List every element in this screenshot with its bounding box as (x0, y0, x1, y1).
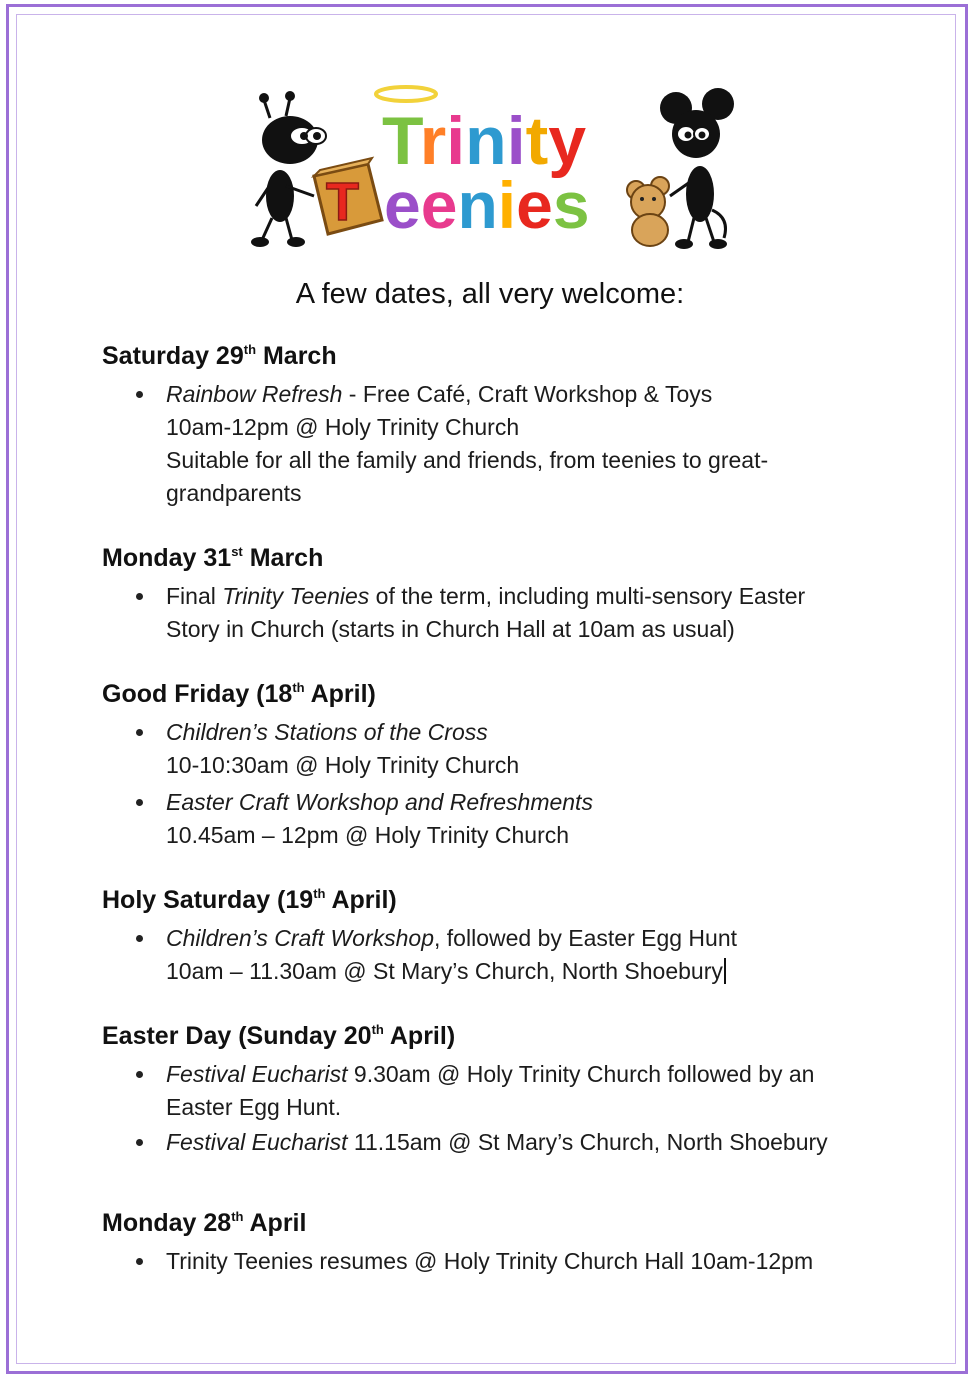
date-text: Monday 28 (102, 1209, 232, 1237)
event-section (102, 882, 902, 988)
event-items (102, 378, 902, 510)
logo-letter: i (506, 103, 526, 179)
event-detail-line: Story in Church (starts in Church Hall at 10am as usual) (166, 616, 735, 642)
event-name: Festival Eucharist (166, 1061, 348, 1087)
event-section (102, 1018, 902, 1159)
trinity-teenies-logo (250, 78, 740, 253)
list-item (166, 580, 902, 646)
event-date-heading (102, 1205, 902, 1241)
event-name: Festival Eucharist (166, 1129, 348, 1155)
event-section (102, 1205, 902, 1278)
logo-letter: e (384, 168, 421, 242)
date-ordinal: th (231, 1209, 244, 1224)
event-name: Rainbow Refresh (166, 381, 343, 407)
teddy-bear-icon (627, 177, 669, 246)
event-detail-line: grandparents (166, 480, 302, 506)
date-text: Good Friday (18 (102, 680, 293, 708)
event-title-line (166, 716, 902, 749)
event-title-line: Children’s Craft Workshop, followed by Easter Egg Hunt (166, 925, 738, 951)
text-cursor (724, 958, 726, 984)
halo-icon (376, 87, 436, 101)
logo-letter: y (548, 103, 587, 179)
event-title-line: Festival Eucharist 9.30am @ Holy Trinity Church followed by an (166, 1061, 815, 1087)
logo-letter: s (552, 168, 590, 242)
event-title-line (166, 786, 902, 819)
logo-letter: i (446, 103, 466, 179)
list-item (166, 716, 902, 782)
event-section (102, 676, 902, 852)
date-ordinal: th (292, 680, 305, 695)
date-suffix: April) (304, 680, 376, 708)
list-item (166, 1058, 902, 1124)
date-ordinal: th (313, 886, 326, 901)
date-text: Saturday 29 (102, 342, 244, 370)
event-title-line: Trinity Teenies resumes @ Holy Trinity Church Hall 10am-12pm (166, 1248, 814, 1274)
event-detail-line: 10-10:30am @ Holy Trinity Church (166, 752, 520, 778)
logo-letter: t (525, 103, 549, 179)
date-ordinal: th (243, 342, 257, 357)
logo-letter: e (516, 168, 553, 242)
event-date-heading (102, 338, 902, 374)
list-item (166, 1126, 902, 1159)
date-suffix: March (256, 342, 337, 370)
list-item (166, 786, 902, 852)
date-text: Easter Day (Sunday 20 (102, 1022, 372, 1050)
ant-character-left-icon (251, 91, 326, 247)
logo-letter: n (457, 168, 498, 242)
date-suffix: April) (325, 886, 397, 914)
event-list (102, 338, 902, 1280)
logo-word-teenies (384, 168, 590, 242)
event-name: Trinity Teenies (222, 583, 370, 609)
event-items (102, 716, 902, 852)
event-detail-line: 10am-12pm @ Holy Trinity Church (166, 414, 520, 440)
event-name: Children’s Stations of the Cross (166, 719, 488, 745)
event-section (102, 338, 902, 510)
event-detail-line: Easter Egg Hunt. (166, 1094, 342, 1120)
event-section (102, 540, 902, 646)
event-items (102, 922, 902, 988)
date-ordinal: st (231, 544, 243, 559)
logo-letter: r (419, 103, 447, 179)
event-name: Easter Craft Workshop and Refreshments (166, 789, 593, 815)
svg-text:eenies (384, 168, 590, 242)
logo-letter: T (382, 103, 420, 179)
event-name: Children’s Craft Workshop (166, 925, 435, 951)
list-item (166, 378, 902, 510)
date-suffix: March (242, 544, 324, 572)
event-date-heading (102, 882, 902, 918)
list-item (166, 1245, 902, 1278)
logo-letter: n (465, 103, 507, 179)
date-suffix: April) (383, 1022, 456, 1050)
event-detail-line: 10.45am – 12pm @ Holy Trinity Church (166, 822, 570, 848)
event-detail-line: 10am – 11.30am @ St Mary’s Church, North Shoebury (166, 955, 902, 988)
logo-letter: e (420, 168, 458, 242)
mouse-character-right-icon (660, 88, 734, 249)
date-text: Holy Saturday (19 (102, 886, 314, 914)
svg-text:T: T (326, 172, 359, 232)
event-items (102, 1058, 902, 1159)
event-title-line: Final Trinity Teenies of the term, including multi-sensory Easter (166, 583, 806, 609)
date-suffix: April (243, 1209, 307, 1237)
date-text: Monday 31 (102, 544, 232, 572)
event-items (102, 580, 902, 646)
event-items (102, 1245, 902, 1278)
event-date-heading (102, 540, 902, 576)
event-title-line: Rainbow Refresh - Free Café, Craft Workshop & Toys (166, 381, 713, 407)
event-detail-line: Suitable for all the family and friends, from teenies to great- (166, 447, 769, 473)
event-date-heading (102, 676, 902, 712)
event-title-line: Festival Eucharist 11.15am @ St Mary’s Church, North Shoebury (166, 1129, 828, 1155)
event-date-heading (102, 1018, 902, 1054)
logo-letter: i (497, 168, 517, 242)
list-item (166, 922, 902, 988)
intro-heading: A few dates, all very welcome: (295, 278, 685, 310)
wooden-block-icon (314, 158, 382, 234)
date-ordinal: th (371, 1022, 384, 1037)
